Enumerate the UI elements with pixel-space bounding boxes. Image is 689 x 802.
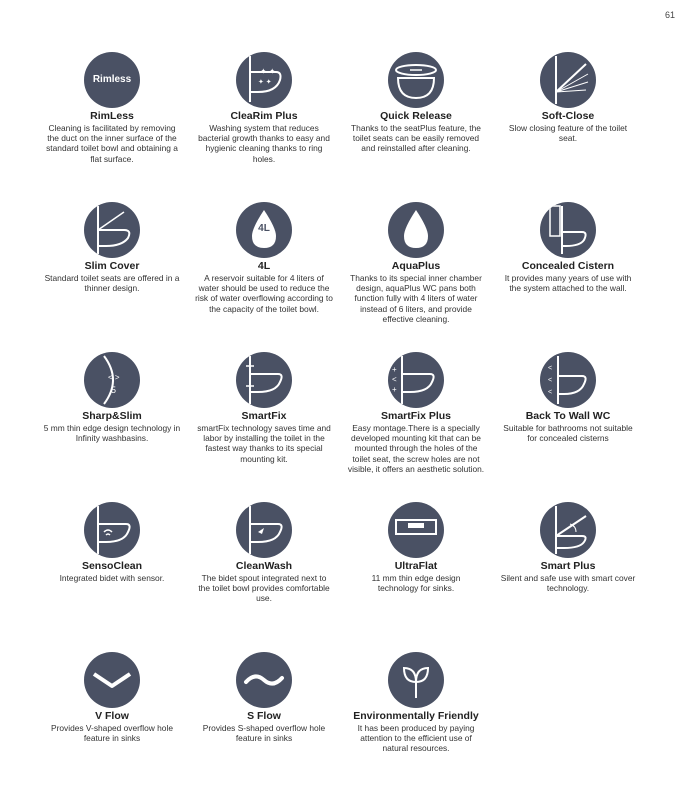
- feature-s-flow: [188, 652, 340, 743]
- ultraflat-basin-icon: [388, 502, 444, 558]
- svg-text:✦ ✦: ✦ ✦: [260, 67, 276, 76]
- feature-description: Slow closing feature of the toilet seat.: [508, 123, 628, 144]
- water-drop-4l-icon: [236, 202, 292, 258]
- feature-title: Slim Cover: [84, 260, 140, 272]
- feature-sharp-slim: [36, 352, 188, 443]
- feature-aquaplus: [340, 202, 492, 324]
- svg-text:<: <: [392, 375, 397, 384]
- feature-concealed-cistern: [492, 202, 644, 293]
- feature-description: It provides many years of use with the system attached to the wall.: [504, 273, 632, 294]
- 4l-icon-label: 4L: [258, 223, 270, 234]
- feature-description: Provides V-shaped overflow hole feature in sinks: [51, 723, 173, 744]
- feature-back-to-wall: [492, 352, 644, 443]
- sharp-slim-icon-label: 5: [111, 385, 117, 395]
- feature-title: Sharp&Slim: [82, 410, 142, 422]
- feature-description: 11 mm thin edge design technology for sinks.: [371, 573, 461, 594]
- leaf-plant-icon: [388, 652, 444, 708]
- feature-title: V Flow: [95, 710, 129, 722]
- svg-text:+: +: [392, 385, 397, 394]
- feature-smart-plus: [492, 502, 644, 593]
- slim-cover-icon: [84, 202, 140, 258]
- feature-title: S Flow: [247, 710, 281, 722]
- v-flow-icon: [84, 652, 140, 708]
- feature-description: Washing system that reduces bacterial growth thanks to easy and hygienic cleaning thanks to ring holes.: [198, 123, 330, 164]
- s-flow-icon: [236, 652, 292, 708]
- feature-title: Smart Plus: [540, 560, 596, 572]
- svg-text:✦ ✦: ✦ ✦: [258, 79, 272, 86]
- rimless-badge-label: Rimless: [92, 74, 132, 85]
- quick-release-seat-icon: [388, 52, 444, 108]
- feature-title: SensoClean: [81, 560, 143, 572]
- svg-text:< >: < >: [108, 373, 120, 382]
- feature-environmentally-friendly: [340, 652, 492, 754]
- rimless-badge-icon: [84, 52, 140, 108]
- feature-ultraflat: [340, 502, 492, 593]
- feature-title: CleaRim Plus: [230, 110, 298, 122]
- concealed-cistern-icon: [540, 202, 596, 258]
- feature-title: 4L: [257, 260, 271, 272]
- feature-title: SmartFix: [241, 410, 287, 422]
- smart-plus-icon: [540, 502, 596, 558]
- sharp-slim-edge-icon: [84, 352, 140, 408]
- back-to-wall-icon: [540, 352, 596, 408]
- feature-title: Environmentally Friendly: [353, 710, 479, 722]
- feature-cleanwash: [188, 502, 340, 604]
- feature-quick-release: [340, 52, 492, 154]
- feature-description: 5 mm thin edge design technology in Infinity washbasins.: [43, 423, 181, 444]
- feature-clearim-plus: [188, 52, 340, 164]
- svg-text:+: +: [392, 365, 397, 374]
- feature-soft-close: [492, 52, 644, 143]
- feature-title: CleanWash: [235, 560, 293, 572]
- feature-description: smartFix technology saves time and labor by installing the toilet in the fastest way thanks to its special mounting kit.: [197, 423, 331, 464]
- feature-4l: [188, 202, 340, 314]
- svg-text:<: <: [548, 377, 553, 384]
- feature-description: Cleaning is facilitated by removing the duct on the inner surface of the standard toilet bowl and obtaining a flat surface.: [46, 123, 178, 164]
- feature-title: RimLess: [90, 110, 134, 122]
- feature-title: Concealed Cistern: [521, 260, 615, 272]
- feature-title: Quick Release: [380, 110, 452, 122]
- svg-text:<: <: [548, 365, 553, 372]
- feature-smartfix: [188, 352, 340, 464]
- feature-description: A reservoir suitable for 4 liters of water should be used to reduce the risk of water overflowing according to the capacity of the toilet bowl.: [195, 273, 333, 314]
- feature-title: Back To Wall WC: [525, 410, 611, 422]
- feature-rimless: [36, 52, 188, 164]
- feature-title: UltraFlat: [394, 560, 438, 572]
- feature-description: The bidet spout integrated next to the toilet bowl provides comfortable use.: [198, 573, 330, 604]
- clean-wash-icon: [236, 502, 292, 558]
- page-number: 61: [664, 10, 675, 20]
- feature-title: Soft-Close: [541, 110, 595, 122]
- feature-description: Thanks to the seatPlus feature, the toilet seats can be easily removed and reinstalled after cleaning.: [351, 123, 481, 154]
- feature-description: Suitable for bathrooms not suitable for concealed cisterns: [503, 423, 633, 444]
- feature-v-flow: [36, 652, 188, 743]
- feature-description: Standard toilet seats are offered in a thinner design.: [44, 273, 180, 294]
- feature-row: [36, 502, 656, 652]
- feature-description: Provides S-shaped overflow hole feature in sinks: [202, 723, 326, 744]
- svg-text:<: <: [548, 389, 553, 396]
- feature-slim-cover: [36, 202, 188, 293]
- smartfix-icon: [236, 352, 292, 408]
- feature-row: [36, 652, 656, 802]
- feature-title: SmartFix Plus: [380, 410, 452, 422]
- feature-description: Thanks to its special inner chamber design, aquaPlus WC pans both function fully with 4 liters of water instead of 6 liters, and provide effective cleaning.: [350, 273, 482, 324]
- feature-sensoclean: [36, 502, 188, 583]
- smartfix-plus-icon: [388, 352, 444, 408]
- feature-smartfix-plus: [340, 352, 492, 474]
- senso-clean-icon: [84, 502, 140, 558]
- feature-row: [36, 202, 656, 352]
- feature-description: It has been produced by paying attention to the efficient use of natural resources.: [357, 723, 475, 754]
- feature-grid: [36, 52, 656, 802]
- feature-description: Integrated bidet with sensor.: [59, 573, 165, 583]
- feature-title: AquaPlus: [391, 260, 441, 272]
- feature-row: [36, 52, 656, 202]
- feature-description: Silent and safe use with smart cover technology.: [500, 573, 636, 594]
- soft-close-seat-icon: [540, 52, 596, 108]
- feature-row: [36, 352, 656, 502]
- feature-description: Easy montage.There is a specially developed mounting kit that can be mounted through the holes of the toilet seat, the screw holes are not visible, it offers an aesthetic solution.: [347, 423, 485, 474]
- water-drop-icon: [388, 202, 444, 258]
- clearim-toilet-icon: [236, 52, 292, 108]
